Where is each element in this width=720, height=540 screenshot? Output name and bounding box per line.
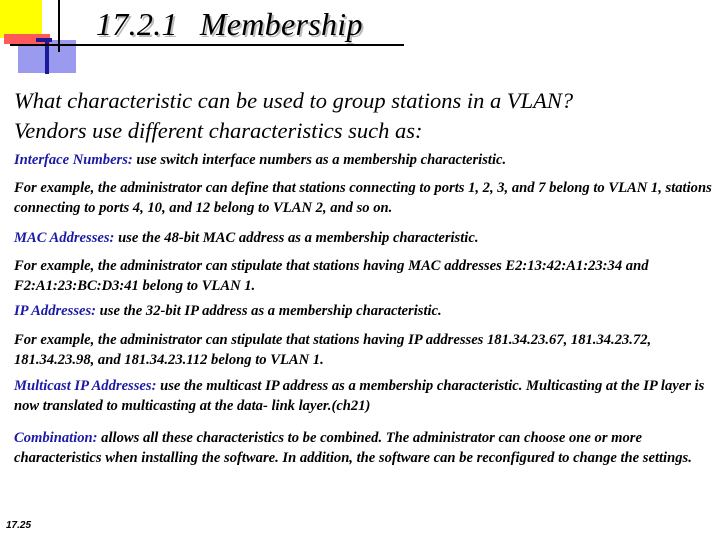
item-multicast-ip (14, 376, 714, 416)
intro-text (14, 86, 714, 146)
slide-title (96, 6, 363, 43)
item-label: MAC Addresses: (14, 230, 115, 246)
item-label: Combination: (14, 430, 98, 446)
title-rule-horizontal (10, 44, 404, 46)
decor-navy-bar-h (36, 38, 52, 42)
page-number: 17.25 (6, 520, 32, 531)
item-text: For example, the administrator can stipulate that stations having IP addresses 181.34.23.67, 181.34.23.72, 181.34.23.98, and 181.34.23.112 belong to VLAN 1. (14, 332, 652, 368)
item-text: use the 48-bit MAC address as a membership characteristic. (114, 230, 479, 246)
example-interface-numbers (14, 178, 714, 218)
example-ip-addresses (14, 330, 714, 370)
intro-line-1: What characteristic can be used to group stations in a VLAN? (14, 88, 574, 113)
item-mac-addresses (14, 228, 478, 248)
item-interface-numbers (14, 150, 506, 170)
item-label: IP Addresses: (14, 303, 97, 319)
item-label: Interface Numbers: (14, 152, 133, 168)
title-number: 17.2.1 (96, 6, 178, 42)
intro-line-2: Vendors use different characteristics such as: (14, 118, 423, 143)
item-text: For example, the administrator can define that stations connecting to ports 1, 2, 3, and 7 belong to VLAN 1, stations connecting to ports 4, 10, and 12 belong to VLAN 2, and so on. (14, 180, 712, 216)
example-mac-addresses (14, 256, 714, 296)
item-text: allows all these characteristics to be combined. The administrator can choose one or more characteristics when installing the software. In addition, the software can be reconfigured to change the settings. (14, 430, 692, 466)
item-text: use the multicast IP address as a membership characteristic. Multicasting at the IP layer is now translated to multicasting at the data- link layer.(ch21) (14, 378, 705, 414)
item-text: use switch interface numbers as a membership characteristic. (132, 152, 507, 168)
item-combination (14, 428, 714, 468)
item-label: Multicast IP Addresses: (14, 378, 157, 394)
title-text: Membership (199, 6, 363, 42)
item-ip-addresses (14, 301, 442, 321)
decor-yellow-square (0, 0, 42, 38)
item-text: For example, the administrator can stipulate that stations having MAC addresses E2:13:42:A1:23:34 and F2:A1:23:BC:D3:41 belong to VLAN 1. (14, 258, 649, 294)
item-text: use the 32-bit IP address as a membership characteristic. (96, 303, 442, 319)
